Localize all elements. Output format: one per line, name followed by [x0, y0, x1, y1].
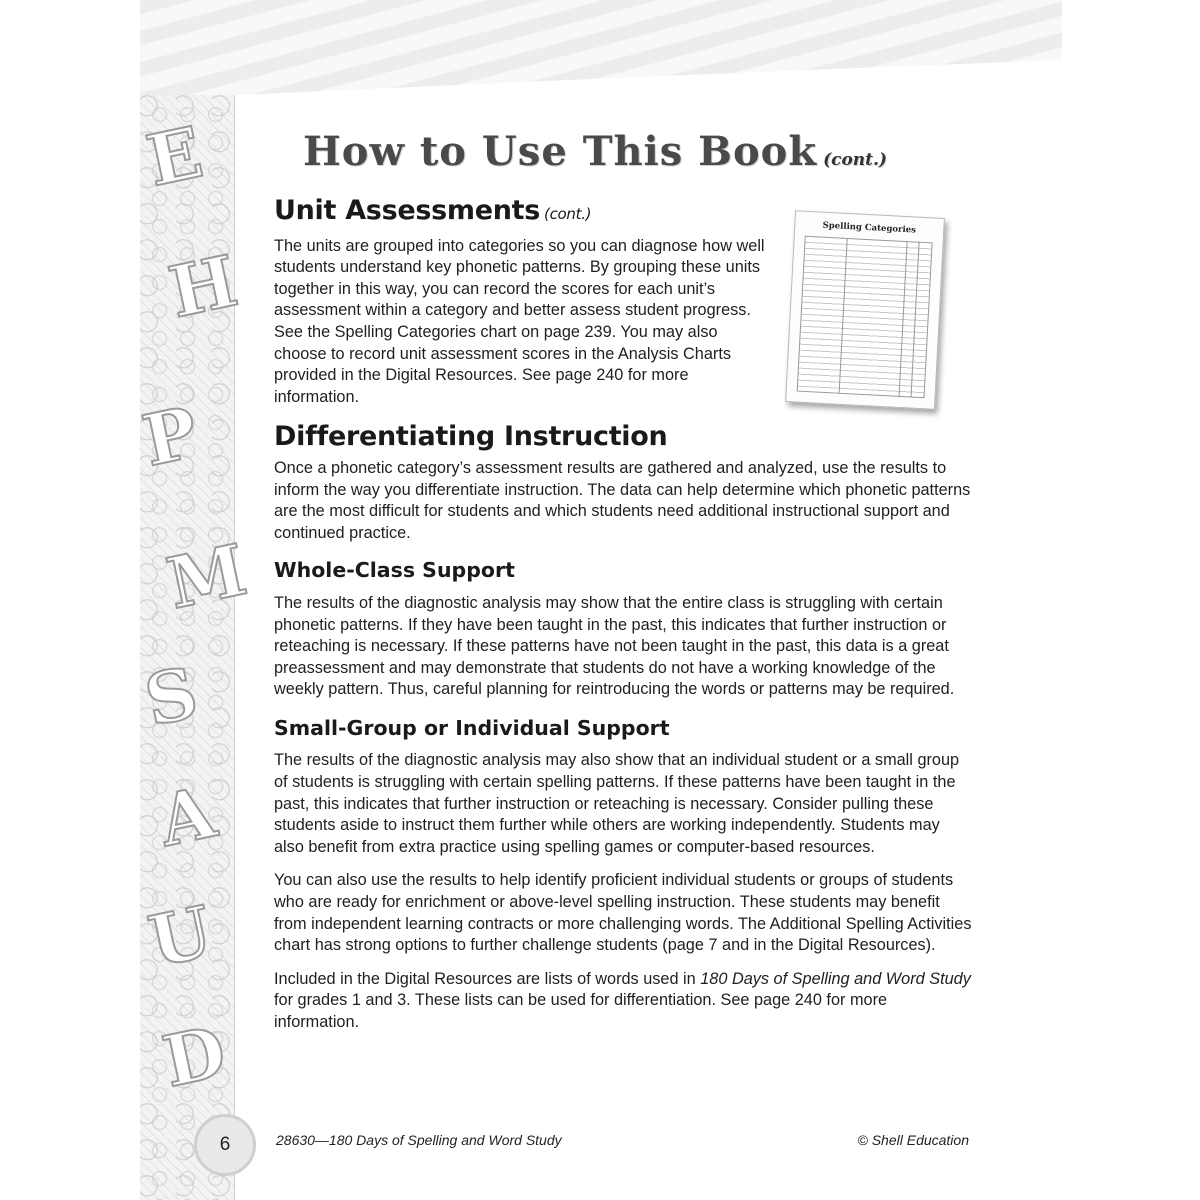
page-title-text: How to Use This Book	[303, 128, 818, 175]
decorative-letter-art: P	[135, 390, 205, 483]
page-number-badge	[194, 1114, 256, 1176]
page-title-suffix: (cont.)	[823, 150, 887, 170]
whole-class-section	[274, 560, 974, 701]
paragraph-3-tail: for grades 1 and 3. These lists can be used for differentiation. See page 240 for more information.	[274, 991, 888, 1031]
differentiating-heading: Differentiating Instruction	[274, 421, 668, 453]
unit-assessments-heading-suffix: (cont.)	[544, 205, 592, 223]
differentiating-paragraph: Once a phonetic category’s assessment results are gathered and analyzed, use the results to inform the way you differentiate instruction. The data can help determine which phonetic patterns are the most difficult for students and which students need additional instructional support and continued practice.	[274, 458, 971, 542]
unit-assessments-paragraph: The units are grouped into categories so you can diagnose how well students understand key phonetic patterns. By grouping these units together in this way, you can record the scores for each unit’s assessment within a category and better assess student progress. See the Spelling Categories chart on page 239. You may also choose to record unit assessment scores in the Analysis Charts provided in the Digital Resources. See page 240 for more information.	[274, 236, 765, 406]
page-number: 6	[219, 1134, 231, 1155]
unit-assessments-heading	[274, 195, 974, 226]
main-content	[274, 195, 974, 1046]
decorative-letter-art: H	[162, 239, 245, 334]
unit-assessments-section	[274, 195, 974, 408]
page-title	[303, 128, 887, 175]
book-title-italic: 180 Days of Spelling and Word Study	[700, 969, 971, 988]
small-group-section	[274, 715, 974, 1034]
decorative-letter-art: U	[142, 889, 220, 984]
decorative-letter-art: M	[160, 527, 254, 626]
unit-assessments-heading-text: Unit Assessments	[274, 195, 541, 226]
decorative-letter-art: E	[139, 110, 210, 203]
decorative-letter-art: A	[151, 770, 223, 863]
decorative-side-strip	[135, 95, 254, 1200]
whole-class-paragraph: The results of the diagnostic analysis may show that the entire class is struggling with certain phonetic patterns. If they have been taught in the past, this indicates that further instruction or reteaching is necessary. If these patterns have not been taught in the past, this data is a great preassessment and may demonstrate that students do not have a working knowledge of the weekly pattern. Thus, careful planning for reintroducing the words or patterns may be required.	[274, 593, 955, 699]
decorative-letter-art: D	[156, 1009, 233, 1104]
thumbnail-title: Spelling Categories	[822, 220, 917, 236]
top-curve-shape	[140, 60, 1062, 120]
footer-book-reference: 28630—180 Days of Spelling and Word Study	[276, 1132, 562, 1148]
paragraph-3-lead: Included in the Digital Resources are lists of words used in	[274, 969, 701, 988]
decorative-letter-art: S	[137, 650, 205, 743]
small-group-paragraph-2: You can also use the results to help identify proficient individual students or groups of students who are ready for enrichment or above-level spelling instruction. These students may benefit from independent learning contracts or more challenging words. The Additional Spelling Activities chart has strong options to further challenge students (page 7 and in the Digital Resources).	[274, 871, 972, 955]
small-group-heading: Small-Group or Individual Support	[274, 715, 670, 740]
small-group-paragraph-1: The results of the diagnostic analysis may also show that an individual student or a small group of students is struggling with certain spelling patterns. If these patterns have been taught in the past, this indicates that further instruction or reteaching is necessary. Consider pulling these students aside to instruct them further while others are working independently. Students may also benefit from extra practice using spelling games or computer-based resources.	[274, 751, 960, 856]
footer-publisher: © Shell Education	[857, 1132, 969, 1148]
small-group-paragraph-3	[274, 969, 974, 1034]
differentiating-section	[274, 421, 974, 544]
whole-class-heading: Whole-Class Support	[274, 558, 515, 583]
